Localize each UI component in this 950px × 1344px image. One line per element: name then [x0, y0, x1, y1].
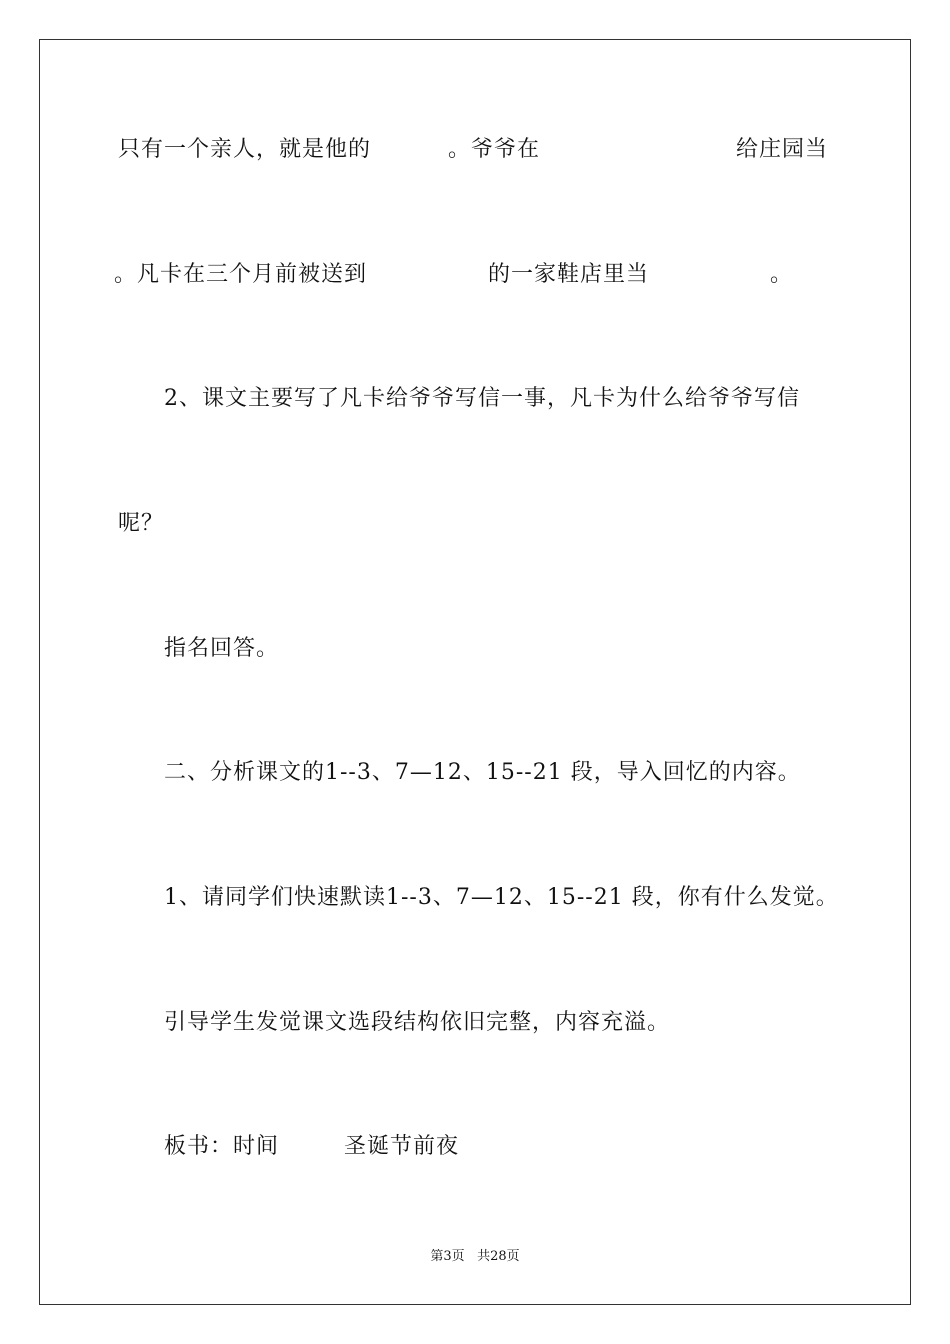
text-line-7: 1、请同学们快速默读1--3、7—12、15--21 段，你有什么发觉。: [164, 885, 839, 910]
page-total: 共28页: [477, 1249, 520, 1264]
page-border: [39, 39, 911, 1305]
text-segment: 板书：时间: [164, 1134, 280, 1159]
text-line-6: 二、分析课文的1--3、7—12、15--21 段，导入回忆的内容。: [164, 760, 801, 785]
text-segment: 的一家鞋店里当: [488, 262, 650, 287]
text-segment: 。凡卡在三个月前被送到: [114, 262, 368, 287]
text-line-9: [164, 1134, 460, 1238]
text-segment: 给庄园当: [736, 137, 829, 162]
text-segment: 。: [770, 262, 794, 287]
text-line-5: 指名回答。: [164, 636, 280, 661]
text-line-3: 2、课文主要写了凡卡给爷爷写信一事，凡卡为什么给爷爷写信: [164, 386, 800, 411]
text-line-2: [114, 262, 794, 392]
text-segment: 只有一个亲人，就是他的: [118, 137, 372, 162]
text-line-4: 呢？: [118, 511, 165, 536]
page-number: 第3页: [430, 1249, 465, 1264]
page-footer: [0, 1249, 950, 1265]
text-line-1: [118, 137, 829, 267]
text-segment: 。爷爷在: [448, 137, 541, 162]
text-line-8: 引导学生发觉课文选段结构依旧完整，内容充溢。: [164, 1010, 671, 1035]
text-segment: 圣诞节前夜: [344, 1134, 460, 1159]
